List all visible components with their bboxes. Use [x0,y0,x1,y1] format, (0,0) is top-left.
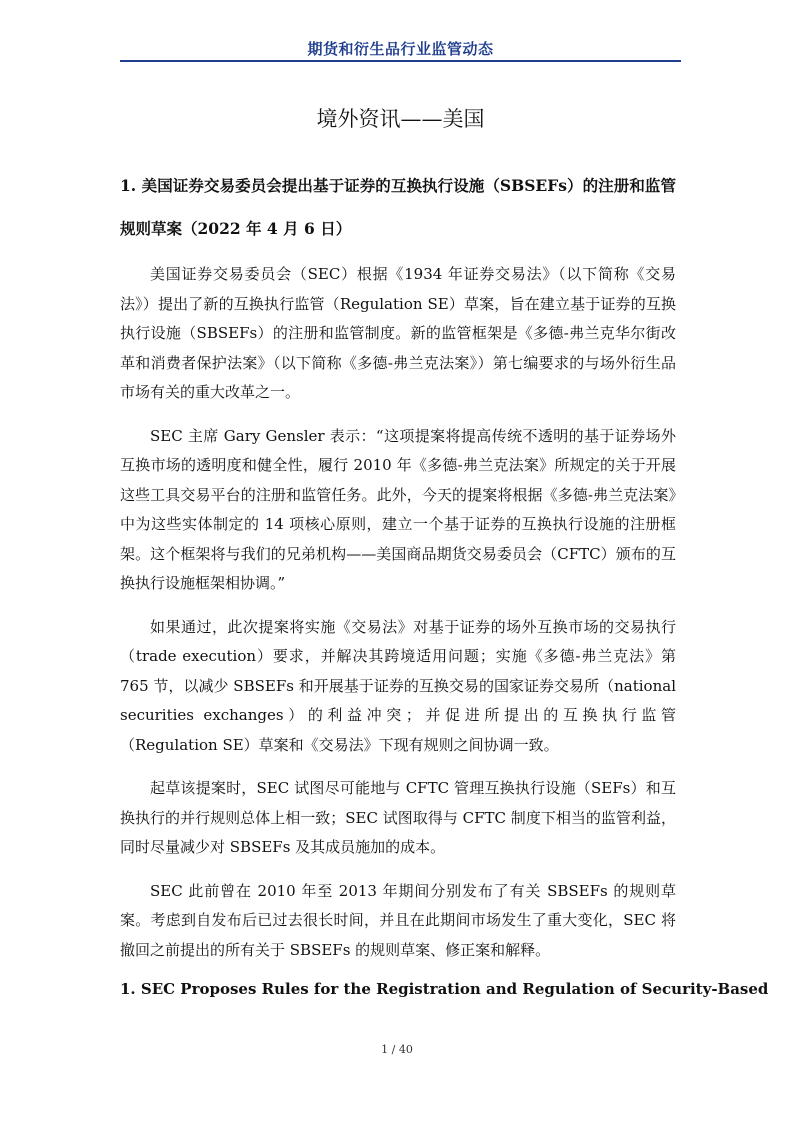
paragraph-1: 美国证券交易委员会（SEC）根据《1934 年证券交易法》（以下简称《交易法》）提出了新的互换执行监管（Regulation SE）草案，旨在建立基于证券的互换执行设施（SBSEFs）的注册和监管制度。新的监管框架是《多德-弗兰克华尔街改革和消费者保护法案》（以下简称《多德-弗兰克法案》）第七编要求的与场外衍生品市场有关的重大改革之一。 [120,265,676,401]
header-divider [120,60,681,62]
running-header: 期货和衍生品行业监管动态 [307,40,494,58]
page-title: 境外资讯——美国 [316,107,485,131]
paragraph-4: 起草该提案时，SEC 试图尽可能地与 CFTC 管理互换执行设施（SEFs）和互换执行的并行规则总体上相一致；SEC 试图取得与 CFTC 制度下相当的监管利益，同时尽量减少对 SBSEFs 及其成员施加的成本。 [120,779,676,856]
english-section-heading: 1. SEC Proposes Rules for the Registration and Regulation of Security-Based [120,980,769,998]
paragraph-2: SEC 主席 Gary Gensler 表示：“这项提案将提高传统不透明的基于证券场外互换市场的透明度和健全性，履行 2010 年《多德-弗兰克法案》所规定的关于开展这些工具交易平台的注册和监管任务。此外，今天的提案将根据《多德-弗兰克法案》中为这些实体制定的 14 项核心原则，建立一个基于证券的互换执行设施的注册框架。这个框架将与我们的兄弟机构——美国商品期货交易委员会（CFTC）颁布的互换执行设施框架相协调。” [120,426,676,592]
article-body [120,164,769,1004]
paragraph-3: 如果通过，此次提案将实施《交易法》对基于证券的场外互换市场的交易执行（trade execution）要求，并解决其跨境适用问题；实施《多德-弗兰克法》第 765 节，以减少 SBSEFs 和开展基于证券的互换交易的国家证券交易所（national securities exchanges）的利益冲突；并促进所提出的互换执行监管（Regulation SE）草案和《交易法》下现有规则之间协调一致。 [120,617,676,754]
section-heading: 1. 美国证券交易委员会提出基于证券的互换执行设施（SBSEFs）的注册和监管规则草案（2022 年 4 月 6 日） [120,176,676,238]
page-number: 1 / 40 [381,1043,413,1056]
paragraph-5: SEC 此前曾在 2010 年至 2013 年期间分别发布了有关 SBSEFs 的规则草案。考虑到自发布后已过去很长时间，并且在此期间市场发生了重大变化，SEC 将撤回之前提出的所有关于 SBSEFs 的规则草案、修正案和解释。 [120,881,676,959]
